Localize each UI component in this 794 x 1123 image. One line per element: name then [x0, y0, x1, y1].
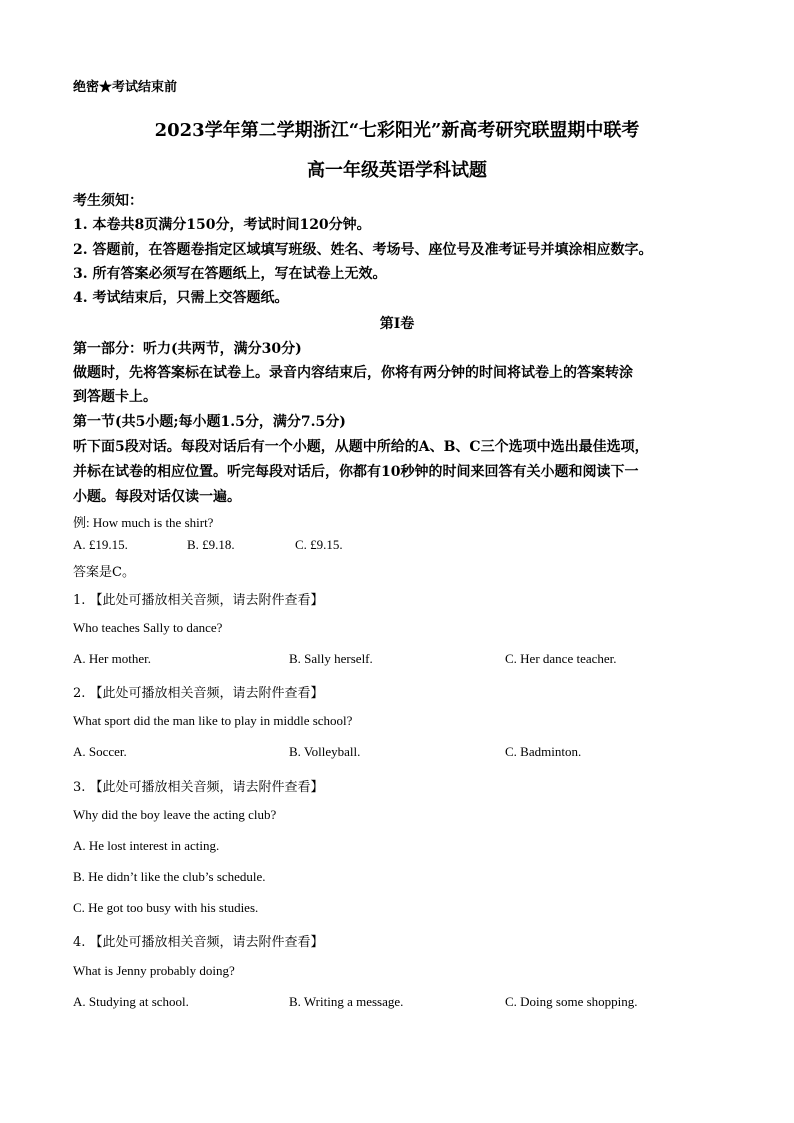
example-option-c: C. £9.15.	[295, 537, 343, 552]
question-2-audio-label[interactable]: 2. 【此处可播放相关音频，请去附件查看】	[73, 686, 324, 701]
section1-instruction: 小题。每段对话仅读一遍。	[73, 489, 241, 505]
example-answer: 答案是C。	[73, 565, 135, 580]
section1-instruction: 听下面5段对话。每段对话后有一个小题，从题中所给的A、B、C三个选项中选出最佳选项，	[73, 439, 649, 455]
example-question: 例: How much is the shirt?	[73, 515, 214, 530]
question-3-option-c: C. He got too busy with his studies.	[73, 900, 259, 915]
part1-heading: 第一部分：听力(共两节，满分30分)	[73, 341, 302, 357]
notice-item: 2. 答题前，在答题卷指定区域填写班级、姓名、考场号、座位号及准考证号并填涂相应数字。	[73, 242, 653, 258]
exam-subtitle: 高一年级英语学科试题	[307, 160, 487, 181]
secrecy-label: 绝密★考试结束前	[73, 80, 178, 95]
question-3-option-a: A. He lost interest in acting.	[73, 838, 220, 853]
example-option-b: B. £9.18.	[187, 537, 235, 552]
question-1-option-a: A. Her mother.	[73, 651, 151, 666]
question-3-option-b: B. He didn’t like the club’s schedule.	[73, 869, 266, 884]
section1-instruction: 并标在试卷的相应位置。听完每段对话后，你都有10秒钟的时间来回答有关小题和阅读下一	[73, 464, 639, 480]
question-4-option-c: C. Doing some shopping.	[505, 994, 638, 1009]
notice-heading: 考生须知：	[73, 193, 143, 209]
question-1-text: Who teaches Sally to dance?	[73, 620, 223, 635]
question-2-option-a: A. Soccer.	[73, 744, 127, 759]
notice-item: 4. 考试结束后，只需上交答题纸。	[73, 290, 289, 306]
question-4-text: What is Jenny probably doing?	[73, 963, 235, 978]
question-2-option-b: B. Volleyball.	[289, 744, 361, 759]
question-3-text: Why did the boy leave the acting club?	[73, 807, 277, 822]
part1-instruction: 做题时，先将答案标在试卷上。录音内容结束后，你将有两分钟的时间将试卷上的答案转涂	[73, 365, 633, 381]
question-4-audio-label[interactable]: 4. 【此处可播放相关音频，请去附件查看】	[73, 935, 324, 950]
question-1-audio-label[interactable]: 1. 【此处可播放相关音频，请去附件查看】	[73, 593, 324, 608]
notice-item: 3. 所有答案必须写在答题纸上，写在试卷上无效。	[73, 266, 387, 282]
part1-instruction: 到答题卡上。	[73, 389, 157, 405]
question-4-option-b: B. Writing a message.	[289, 994, 404, 1009]
question-2-option-c: C. Badminton.	[505, 744, 582, 759]
question-3-audio-label[interactable]: 3. 【此处可播放相关音频，请去附件查看】	[73, 780, 324, 795]
question-1-option-c: C. Her dance teacher.	[505, 651, 617, 666]
example-option-a: A. £19.15.	[73, 537, 128, 552]
question-4-option-a: A. Studying at school.	[73, 994, 189, 1009]
volume-label: 第Ⅰ卷	[379, 316, 415, 332]
exam-title: 2023学年第二学期浙江“七彩阳光”新高考研究联盟期中联考	[154, 120, 640, 141]
notice-item: 1. 本卷共8页满分150分，考试时间120分钟。	[73, 217, 371, 233]
question-1-option-b: B. Sally herself.	[289, 651, 373, 666]
question-2-text: What sport did the man like to play in middle school?	[73, 713, 353, 728]
section1-heading: 第一节(共5小题;每小题1.5分，满分7.5分)	[73, 414, 346, 430]
